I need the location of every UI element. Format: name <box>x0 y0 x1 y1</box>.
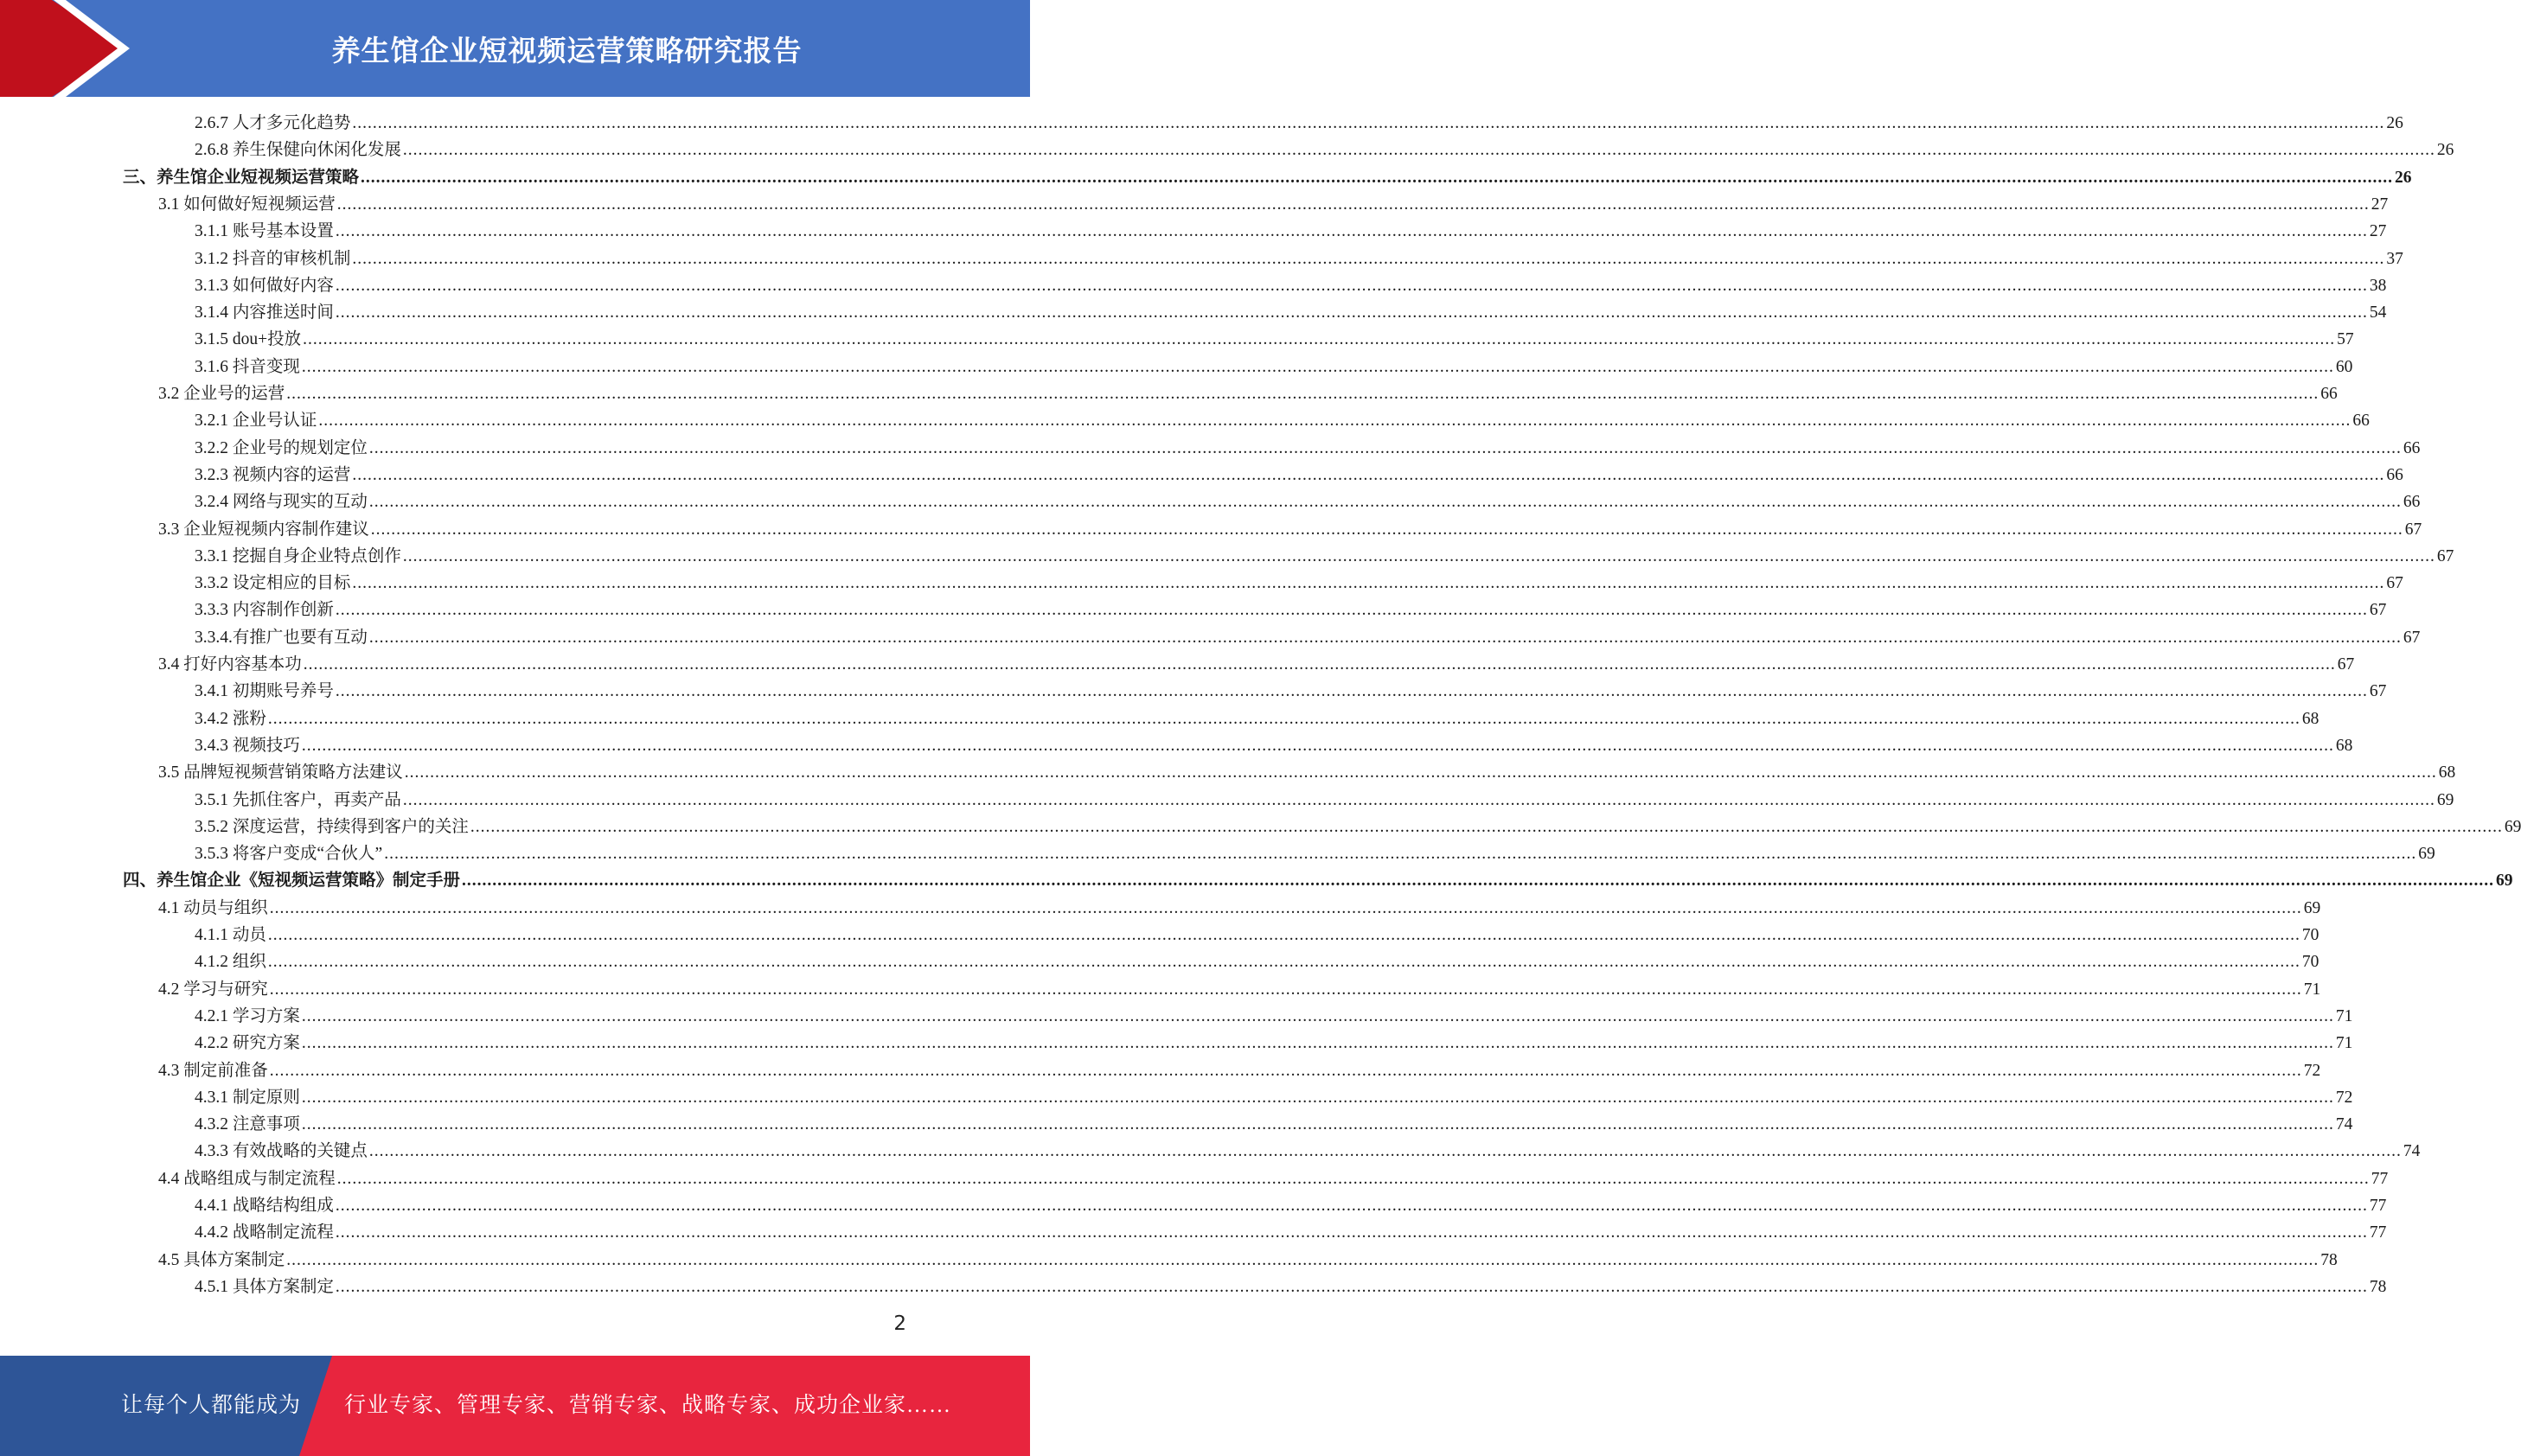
toc-subsection-entry[interactable] <box>195 624 2421 651</box>
toc-subsection-entry[interactable] <box>195 1084 2353 1111</box>
toc-subsection-entry[interactable] <box>195 110 2403 137</box>
toc-entry-label: 4.2.2 研究方案 <box>195 1034 300 1052</box>
toc-subsection-entry[interactable] <box>195 137 2454 163</box>
toc-subsection-entry[interactable] <box>195 218 2387 245</box>
toc-entry-page: 70 <box>2301 926 2319 944</box>
footer-slogan-right: 行业专家、管理专家、营销专家、战略专家、成功企业家…… <box>344 1394 952 1417</box>
toc-subsection-entry[interactable] <box>195 354 2353 380</box>
toc-dot-leader: ................................................................................................................................................................................................................................................................................................................................................................................................................ <box>462 872 2495 890</box>
toc-section-entry[interactable] <box>158 651 2355 678</box>
toc-entry-page: 68 <box>2438 763 2456 782</box>
toc-chapter-entry[interactable] <box>123 164 2412 191</box>
toc-subsection-entry[interactable] <box>195 678 2387 705</box>
toc-entry-page: 60 <box>2335 358 2353 376</box>
toc-dot-leader: ................................................................................................................................................................................................................................................................................................................................................................................................................ <box>368 493 2402 511</box>
toc-dot-leader: ................................................................................................................................................................................................................................................................................................................................................................................................................ <box>361 169 2394 187</box>
toc-section-entry[interactable] <box>158 380 2338 407</box>
toc-entry-label: 3.3 企业短视频内容制作建议 <box>158 520 369 539</box>
toc-entry-page: 78 <box>2369 1278 2387 1296</box>
toc-entry-label: 4.3 制定前准备 <box>158 1062 268 1080</box>
toc-entry-page: 74 <box>2335 1115 2353 1134</box>
toc-entry-page: 72 <box>2303 1062 2321 1080</box>
toc-dot-leader: ................................................................................................................................................................................................................................................................................................................................................................................................................ <box>335 1197 2368 1215</box>
toc-entry-label: 3.5.3 将客户变成“合伙人” <box>195 845 383 863</box>
toc-entry-page: 74 <box>2403 1142 2421 1160</box>
toc-entry-page: 71 <box>2335 1034 2353 1052</box>
toc-dot-leader: ................................................................................................................................................................................................................................................................................................................................................................................................................ <box>402 791 2435 809</box>
toc-dot-leader: ................................................................................................................................................................................................................................................................................................................................................................................................................ <box>335 303 2368 322</box>
toc-entry-page: 69 <box>2496 872 2513 890</box>
toc-dot-leader: ................................................................................................................................................................................................................................................................................................................................................................................................................ <box>301 358 2334 376</box>
toc-entry-page: 37 <box>2386 250 2403 268</box>
toc-dot-leader: ................................................................................................................................................................................................................................................................................................................................................................................................................ <box>318 412 2351 430</box>
toc-dot-leader: ................................................................................................................................................................................................................................................................................................................................................................................................................ <box>336 1170 2370 1188</box>
toc-dot-leader: ................................................................................................................................................................................................................................................................................................................................................................................................................ <box>301 1034 2334 1052</box>
toc-entry-label: 3.1.4 内容推送时间 <box>195 303 334 322</box>
toc-entry-page: 69 <box>2418 845 2435 863</box>
toc-subsection-entry[interactable] <box>195 948 2319 975</box>
toc-subsection-entry[interactable] <box>195 1219 2387 1246</box>
toc-entry-label: 4.4.1 战略结构组成 <box>195 1197 334 1215</box>
toc-subsection-entry[interactable] <box>195 272 2387 299</box>
toc-dot-leader: ................................................................................................................................................................................................................................................................................................................................................................................................................ <box>267 953 2300 971</box>
toc-entry-page: 69 <box>2504 818 2521 836</box>
toc-entry-label: 3.4 打好内容基本功 <box>158 655 302 674</box>
toc-entry-label: 3.2.3 视频内容的运营 <box>195 466 351 484</box>
toc-section-entry[interactable] <box>158 1247 2338 1274</box>
toc-entry-page: 69 <box>2436 791 2454 809</box>
toc-entry-label: 3.2.1 企业号认证 <box>195 412 317 430</box>
toc-entry-label: 3.3.4.有推广也要有互动 <box>195 629 368 647</box>
toc-dot-leader: ................................................................................................................................................................................................................................................................................................................................................................................................................ <box>301 737 2334 755</box>
toc-entry-label: 3.4.1 初期账号养号 <box>195 682 334 700</box>
toc-entry-page: 67 <box>2337 655 2355 674</box>
toc-entry-page: 72 <box>2335 1089 2353 1107</box>
toc-dot-leader: ................................................................................................................................................................................................................................................................................................................................................................................................................ <box>335 682 2368 700</box>
toc-entry-page: 69 <box>2303 899 2321 917</box>
red-arrow-shape <box>0 0 128 97</box>
toc-entry-page: 66 <box>2403 493 2421 511</box>
toc-entry-label: 4.5 具体方案制定 <box>158 1251 285 1269</box>
toc-dot-leader: ................................................................................................................................................................................................................................................................................................................................................................................................................ <box>303 655 2336 674</box>
toc-entry-label: 2.6.8 养生保健向休闲化发展 <box>195 141 401 159</box>
toc-dot-leader: ................................................................................................................................................................................................................................................................................................................................................................................................................ <box>269 1062 2302 1080</box>
toc-subsection-entry[interactable] <box>195 922 2319 948</box>
toc-entry-page: 71 <box>2303 980 2321 999</box>
toc-dot-leader: ................................................................................................................................................................................................................................................................................................................................................................................................................ <box>286 1251 2319 1269</box>
toc-subsection-entry[interactable] <box>195 543 2454 570</box>
toc-entry-page: 77 <box>2369 1223 2387 1242</box>
toc-dot-leader: ................................................................................................................................................................................................................................................................................................................................................................................................................ <box>370 520 2403 539</box>
toc-dot-leader: ................................................................................................................................................................................................................................................................................................................................................................................................................ <box>335 1278 2368 1296</box>
toc-entry-page: 67 <box>2403 629 2421 647</box>
toc-dot-leader: ................................................................................................................................................................................................................................................................................................................................................................................................................ <box>336 195 2370 214</box>
toc-entry-label: 4.3.1 制定原则 <box>195 1089 300 1107</box>
toc-subsection-entry[interactable] <box>195 1192 2387 1219</box>
toc-entry-label: 4.1.2 组织 <box>195 953 266 971</box>
toc-subsection-entry[interactable] <box>195 246 2403 272</box>
toc-subsection-entry[interactable] <box>195 462 2403 489</box>
toc-dot-leader: ................................................................................................................................................................................................................................................................................................................................................................................................................ <box>368 629 2402 647</box>
toc-subsection-entry[interactable] <box>195 435 2421 462</box>
toc-entry-label: 3.5.1 先抓住客户，再卖产品 <box>195 791 401 809</box>
toc-entry-label: 4.4.2 战略制定流程 <box>195 1223 334 1242</box>
toc-entry-page: 66 <box>2320 385 2338 403</box>
toc-dot-leader: ................................................................................................................................................................................................................................................................................................................................................................................................................ <box>269 899 2302 917</box>
toc-subsection-entry[interactable] <box>195 489 2421 515</box>
toc-entry-page: 77 <box>2369 1197 2387 1215</box>
toc-subsection-entry[interactable] <box>195 787 2454 814</box>
toc-section-entry[interactable] <box>158 191 2389 218</box>
toc-entry-page: 67 <box>2404 520 2422 539</box>
toc-dot-leader: ................................................................................................................................................................................................................................................................................................................................................................................................................ <box>301 1115 2334 1134</box>
toc-entry-label: 3.5.2 深度运营，持续得到客户的关注 <box>195 818 469 836</box>
toc-subsection-entry[interactable] <box>195 706 2319 732</box>
toc-entry-label: 3.2 企业号的运营 <box>158 385 285 403</box>
toc-dot-leader: ................................................................................................................................................................................................................................................................................................................................................................................................................ <box>303 330 2336 348</box>
toc-dot-leader: ................................................................................................................................................................................................................................................................................................................................................................................................................ <box>269 980 2302 999</box>
toc-entry-label: 3.3.1 挖掘自身企业特点创作 <box>195 547 401 565</box>
toc-entry-page: 27 <box>2369 222 2387 240</box>
toc-entry-page: 71 <box>2335 1007 2353 1025</box>
footer-slogan-left: 让每个人都能成为 <box>121 1394 302 1417</box>
toc-dot-leader: ................................................................................................................................................................................................................................................................................................................................................................................................................ <box>402 547 2435 565</box>
toc-entry-label: 3.4.2 涨粉 <box>195 710 266 728</box>
toc-entry-page: 26 <box>2395 169 2412 187</box>
toc-dot-leader: ................................................................................................................................................................................................................................................................................................................................................................................................................ <box>335 277 2368 295</box>
toc-chapter-entry[interactable] <box>123 867 2513 894</box>
toc-entry-page: 66 <box>2352 412 2370 430</box>
toc-dot-leader: ................................................................................................................................................................................................................................................................................................................................................................................................................ <box>335 601 2368 619</box>
toc-subsection-entry[interactable] <box>195 299 2387 326</box>
toc-entry-page: 67 <box>2369 682 2387 700</box>
toc-subsection-entry[interactable] <box>195 1138 2421 1165</box>
toc-subsection-entry[interactable] <box>195 1274 2387 1300</box>
toc-entry-label: 三、养生馆企业短视频运营策略 <box>123 169 360 187</box>
toc-entry-label: 3.1 如何做好短视频运营 <box>158 195 336 214</box>
toc-dot-leader: ................................................................................................................................................................................................................................................................................................................................................................................................................ <box>335 1223 2368 1242</box>
toc-dot-leader: ................................................................................................................................................................................................................................................................................................................................................................................................................ <box>402 141 2435 159</box>
document-title: 养生馆企业短视频运营策略研究报告 <box>331 33 803 67</box>
toc-dot-leader: ................................................................................................................................................................................................................................................................................................................................................................................................................ <box>352 114 2385 132</box>
toc-subsection-entry[interactable] <box>195 840 2435 867</box>
toc-entry-label: 3.2.4 网络与现实的互动 <box>195 493 368 511</box>
toc-entry-page: 66 <box>2403 439 2421 457</box>
toc-subsection-entry[interactable] <box>195 814 2521 840</box>
toc-entry-label: 3.2.2 企业号的规划定位 <box>195 439 368 457</box>
toc-entry-page: 68 <box>2335 737 2353 755</box>
toc-entry-page: 78 <box>2320 1251 2338 1269</box>
toc-dot-leader: ................................................................................................................................................................................................................................................................................................................................................................................................................ <box>384 845 2417 863</box>
toc-entry-page: 38 <box>2369 277 2387 295</box>
toc-subsection-entry[interactable] <box>195 1003 2353 1030</box>
toc-entry-page: 67 <box>2436 547 2454 565</box>
toc-section-entry[interactable] <box>158 1057 2321 1084</box>
toc-entry-page: 77 <box>2371 1170 2389 1188</box>
toc-section-entry[interactable] <box>158 895 2321 922</box>
toc-subsection-entry[interactable] <box>195 732 2353 759</box>
toc-entry-label: 4.2 学习与研究 <box>158 980 268 999</box>
toc-entry-label: 3.1.2 抖音的审核机制 <box>195 250 351 268</box>
toc-entry-page: 26 <box>2436 141 2454 159</box>
toc-entry-page: 67 <box>2369 601 2387 619</box>
toc-subsection-entry[interactable] <box>195 570 2403 597</box>
toc-subsection-entry[interactable] <box>195 326 2354 353</box>
toc-entry-page: 70 <box>2301 953 2319 971</box>
toc-section-entry[interactable] <box>158 759 2456 786</box>
toc-entry-label: 3.3.2 设定相应的目标 <box>195 574 351 592</box>
toc-subsection-entry[interactable] <box>195 597 2387 623</box>
toc-entry-label: 4.2.1 学习方案 <box>195 1007 300 1025</box>
toc-entry-label: 四、养生馆企业《短视频运营策略》制定手册 <box>123 872 461 890</box>
toc-entry-label: 4.3.3 有效战略的关键点 <box>195 1142 368 1160</box>
toc-entry-label: 3.4.3 视频技巧 <box>195 737 300 755</box>
toc-entry-label: 4.1.1 动员 <box>195 926 266 944</box>
toc-dot-leader: ................................................................................................................................................................................................................................................................................................................................................................................................................ <box>267 710 2300 728</box>
toc-dot-leader: ................................................................................................................................................................................................................................................................................................................................................................................................................ <box>352 466 2385 484</box>
toc-section-entry[interactable] <box>158 516 2422 543</box>
toc-entry-page: 67 <box>2386 574 2403 592</box>
toc-dot-leader: ................................................................................................................................................................................................................................................................................................................................................................................................................ <box>470 818 2503 836</box>
toc-entry-label: 3.1.1 账号基本设置 <box>195 222 334 240</box>
page-number: 2 <box>893 1312 906 1335</box>
toc-dot-leader: ................................................................................................................................................................................................................................................................................................................................................................................................................ <box>286 385 2319 403</box>
toc-dot-leader: ................................................................................................................................................................................................................................................................................................................................................................................................................ <box>368 1142 2402 1160</box>
toc-entry-label: 3.1.3 如何做好内容 <box>195 277 334 295</box>
toc-entry-label: 3.5 品牌短视频营销策略方法建议 <box>158 763 403 782</box>
page-footer <box>0 1356 1030 1456</box>
toc-entry-page: 68 <box>2301 710 2319 728</box>
toc-dot-leader: ................................................................................................................................................................................................................................................................................................................................................................................................................ <box>368 439 2402 457</box>
toc-entry-page: 66 <box>2386 466 2403 484</box>
toc-entry-label: 3.3.3 内容制作创新 <box>195 601 334 619</box>
toc-entry-label: 2.6.7 人才多元化趋势 <box>195 114 351 132</box>
toc-dot-leader: ................................................................................................................................................................................................................................................................................................................................................................................................................ <box>352 250 2385 268</box>
toc-subsection-entry[interactable] <box>195 1111 2353 1138</box>
toc-dot-leader: ................................................................................................................................................................................................................................................................................................................................................................................................................ <box>267 926 2300 944</box>
page-header <box>0 0 1030 97</box>
toc-entry-label: 4.3.2 注意事项 <box>195 1115 300 1134</box>
toc-section-entry[interactable] <box>158 1165 2389 1192</box>
toc-entry-page: 54 <box>2369 303 2387 322</box>
toc-dot-leader: ................................................................................................................................................................................................................................................................................................................................................................................................................ <box>335 222 2368 240</box>
toc-section-entry[interactable] <box>158 976 2321 1003</box>
toc-entry-page: 27 <box>2371 195 2389 214</box>
toc-entry-page: 57 <box>2337 330 2354 348</box>
toc-entry-label: 4.4 战略组成与制定流程 <box>158 1170 336 1188</box>
toc-entry-label: 4.5.1 具体方案制定 <box>195 1278 334 1296</box>
toc-entry-label: 3.1.6 抖音变现 <box>195 358 300 376</box>
toc-dot-leader: ................................................................................................................................................................................................................................................................................................................................................................................................................ <box>301 1089 2334 1107</box>
toc-subsection-entry[interactable] <box>195 1030 2353 1057</box>
toc-entry-page: 26 <box>2386 114 2403 132</box>
toc-entry-label: 3.1.5 dou+投放 <box>195 330 302 348</box>
toc-subsection-entry[interactable] <box>195 407 2370 434</box>
toc-dot-leader: ................................................................................................................................................................................................................................................................................................................................................................................................................ <box>301 1007 2334 1025</box>
toc-dot-leader: ................................................................................................................................................................................................................................................................................................................................................................................................................ <box>404 763 2437 782</box>
toc-entry-label: 4.1 动员与组织 <box>158 899 268 917</box>
toc-dot-leader: ................................................................................................................................................................................................................................................................................................................................................................................................................ <box>352 574 2385 592</box>
